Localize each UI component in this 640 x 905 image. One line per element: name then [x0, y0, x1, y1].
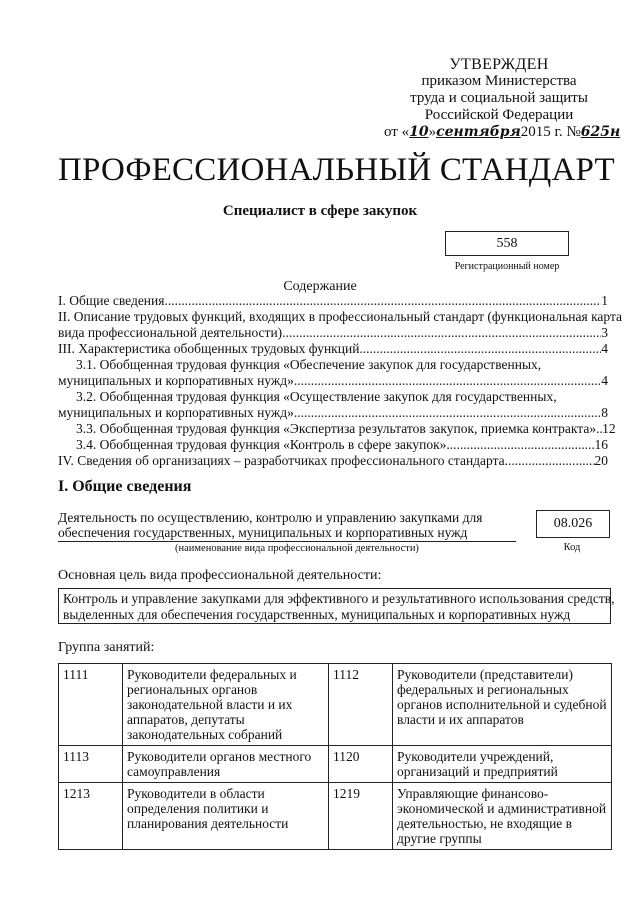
occupation-group-label: Группа занятий: [58, 640, 155, 655]
activity-name [58, 510, 518, 540]
toc-item-text: IV. Сведения об организациях – разработчиках профессионального стандарта [58, 453, 505, 468]
toc-item-page: 12 [602, 421, 616, 436]
occupation-code: 1111 [59, 664, 123, 746]
toc-item-page: 3 [601, 325, 608, 340]
toc-item-text: 3.3. Обобщенная трудовая функция «Экспертиза результатов закупок, приемка контракта» [76, 421, 597, 436]
order-number-handwritten: 625н [580, 124, 621, 140]
toc-item [58, 421, 616, 437]
toc-item [58, 293, 608, 309]
table-of-contents [58, 293, 623, 469]
toc-item [58, 325, 608, 341]
occupation-name: Руководители в области определения политики и планирования деятельности [123, 783, 329, 850]
occupation-code: 1112 [329, 664, 393, 746]
toc-item-page: 4 [601, 341, 608, 356]
goal-box [58, 588, 615, 624]
toc-item [58, 453, 608, 469]
occupation-code: 1213 [59, 783, 123, 850]
date-day-handwritten: 10 [409, 124, 429, 140]
approval-block [384, 56, 621, 141]
activity-underline [58, 541, 516, 542]
toc-item [58, 437, 608, 453]
goal-line: выделенных для обеспечения государственных, муниципальных и корпоративных нужд [63, 606, 571, 622]
document-title: ПРОФЕССИОНАЛЬНЫЙ СТАНДАРТ [58, 152, 615, 188]
toc-item-line: 3.1. Обобщенная трудовая функция «Обеспечение закупок для государственных, [76, 357, 542, 372]
toc-item [58, 373, 608, 389]
occupation-name: Руководители федеральных и региональных органов законодательной власти и их аппаратов, депутаты законодательных собраний [123, 664, 329, 746]
goal-line: Контроль и управление закупками для эффективного и результативного использования средств, [63, 591, 615, 606]
toc-item-text: I. Общие сведения [58, 293, 165, 308]
occupation-code: 1219 [329, 783, 393, 850]
toc-item-line: II. Описание трудовых функций, входящих в профессиональный стандарт (функциональная карта [58, 309, 623, 324]
approval-header: УТВЕРЖДЕН [449, 56, 549, 73]
toc-item-text: муниципальных и корпоративных нужд» [58, 373, 294, 388]
toc-item-page: 4 [601, 373, 608, 388]
toc-item-text: вида профессиональной деятельности) [58, 325, 283, 340]
toc-item-text: III. Характеристика обобщенных трудовых функций [58, 341, 360, 356]
activity-line: обеспечения государственных, муниципальных и корпоративных нужд [58, 525, 468, 540]
toc-item-text: муниципальных и корпоративных нужд» [58, 405, 294, 420]
occupation-name: Руководители учреждений, организаций и предприятий [393, 746, 612, 783]
approval-line-3: Российской Федерации [424, 107, 574, 123]
occupation-name: Руководители (представители) федеральных и региональных органов исполнительной и судебной власти и их аппаратов [393, 664, 612, 746]
toc-item [58, 405, 608, 421]
activity-line: Деятельность по осуществлению, контролю и управлению закупками для [58, 510, 483, 525]
table-row [59, 746, 612, 783]
goal-label: Основная цель вида профессиональной деятельности: [58, 568, 382, 583]
approval-line-1: приказом Министерства [421, 73, 577, 89]
toc-item-text: 3.4. Обобщенная трудовая функция «Контроль в сфере закупок» [76, 437, 447, 452]
toc-item-page: 16 [594, 437, 608, 452]
occupation-code: 1113 [59, 746, 123, 783]
toc-item-page: 20 [594, 453, 608, 468]
registration-number-label: Регистрационный номер [454, 261, 560, 272]
toc-item [58, 341, 608, 357]
approval-date-line [384, 124, 621, 141]
activity-caption: (наименование вида профессиональной деятельности) [175, 543, 419, 554]
number-prefix: № [566, 124, 581, 140]
table-row [59, 783, 612, 850]
date-mid: » [428, 124, 437, 140]
occupation-name: Руководители органов местного самоуправления [123, 746, 329, 783]
activity-code-box: 08.026 [536, 510, 610, 538]
approval-line-2: труда и социальной защиты [410, 90, 588, 106]
date-year: 2015 г. [520, 124, 563, 140]
toc-item-page: 1 [601, 293, 608, 308]
section-heading: I. Общие сведения [58, 478, 192, 495]
occupation-code: 1120 [329, 746, 393, 783]
occupations-table [58, 663, 612, 850]
standard-name: Специалист в сфере закупок [222, 203, 418, 219]
table-row [59, 664, 612, 746]
registration-number-box: 558 [445, 231, 569, 256]
date-month-handwritten: сентября [436, 124, 521, 140]
toc-item-line: 3.2. Обобщенная трудовая функция «Осуществление закупок для государственных, [76, 389, 557, 404]
date-prefix: от « [384, 124, 410, 140]
toc-item-page: 8 [601, 405, 608, 420]
occupation-name: Управляющие финансово-экономической и административной деятельностью, не входящие в другие группы [393, 783, 612, 850]
activity-code-label: Код [563, 542, 581, 553]
toc-title: Содержание [283, 279, 357, 294]
